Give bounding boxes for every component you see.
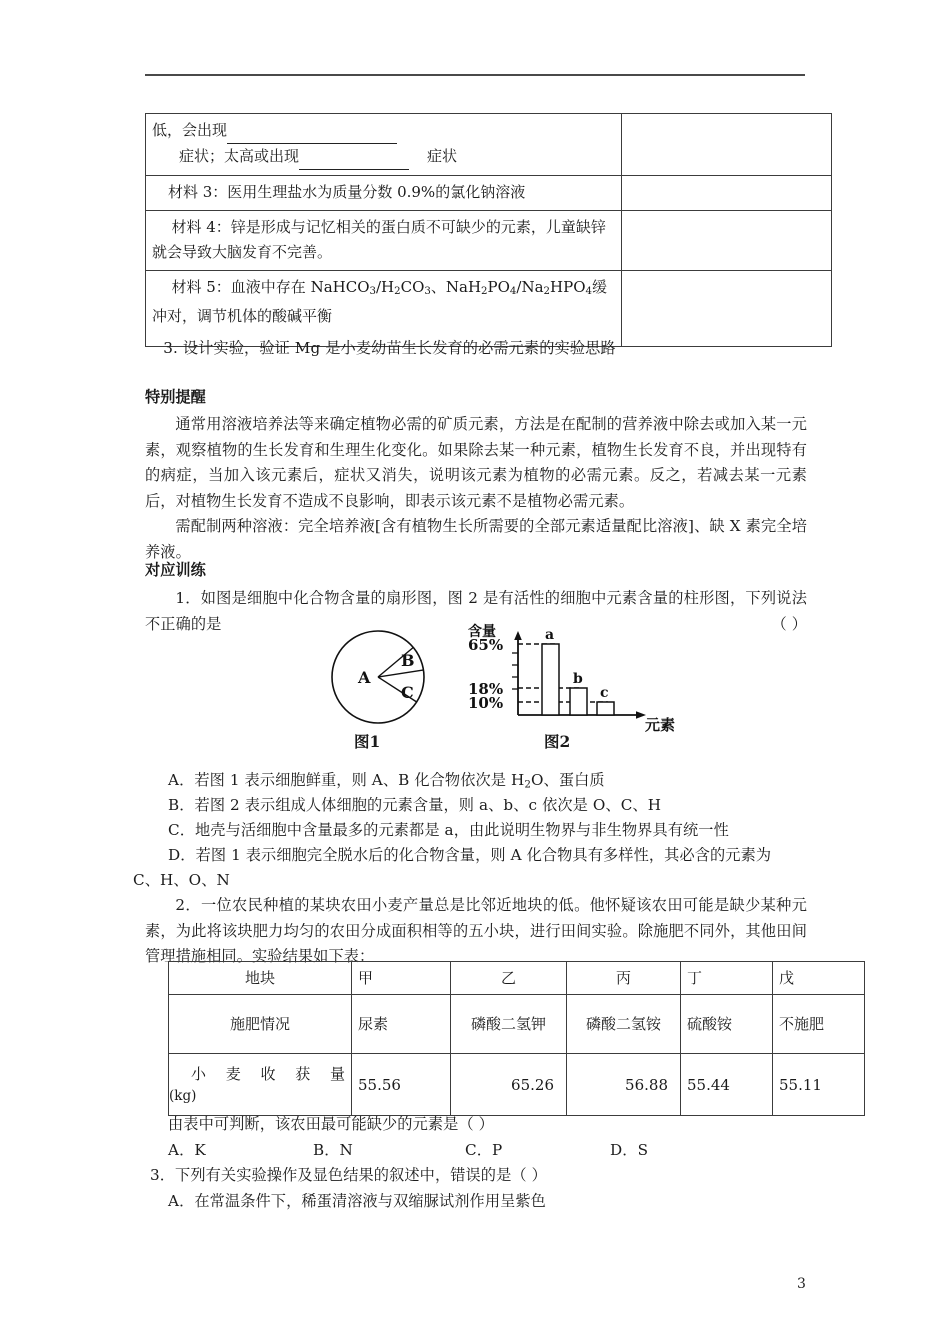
table-header-row — [169, 962, 865, 995]
yield-label-unit: (kg) — [169, 1087, 197, 1104]
bar-b — [570, 688, 587, 715]
answer-cell-3[interactable] — [622, 176, 832, 211]
material2-line2-suffix: 症状 — [427, 147, 458, 165]
yield-ding: 55.44 — [681, 1054, 773, 1116]
m5-p5: PO — [487, 278, 510, 296]
col-header-bing: 丙 — [567, 962, 681, 995]
q2-option-d[interactable]: D．S — [610, 1141, 649, 1159]
table-row — [169, 995, 865, 1054]
question-2-stem: 2．一位农民种植的某块农田小麦产量总是比邻近地块的低。他怀疑该农田可能是缺少某种元素，为此将该块肥力均匀的农田分成面积相等的五小块，进行田间实验。除施肥不同外，其他田间管理措施相同。实验结果如下表： — [145, 896, 807, 965]
y-tick-label-18: 18% — [468, 680, 504, 698]
q1-option-d[interactable] — [168, 843, 816, 869]
bar-label-a: a — [545, 627, 555, 643]
practice-heading: 对应训练 — [145, 561, 206, 579]
q1-option-a-label: A — [168, 771, 180, 789]
q1-answer-bracket[interactable]: （ ） — [771, 614, 807, 633]
pie-label-a: A — [358, 668, 371, 687]
q1-option-b-text: ．若图 2 表示组成人体细胞的元素含量，则 a、b、c 依次是 O、C、H — [179, 796, 662, 814]
yield-wu: 55.11 — [773, 1054, 865, 1116]
q1-option-d-text: ．若图 1 表示细胞完全脱水后的化合物含量，则 A 化合物具有多样性，其必含的元素为 — [180, 846, 772, 864]
table-row — [146, 114, 832, 176]
pie-label-c: C — [401, 683, 414, 702]
q1-option-c[interactable] — [168, 818, 828, 844]
m5-p3: CO — [400, 278, 425, 296]
col-header-ding: 丁 — [681, 962, 773, 995]
col-header-jia: 甲 — [352, 962, 451, 995]
fertilizer-jia: 尿素 — [352, 995, 451, 1054]
bar-c — [597, 702, 614, 715]
q1-option-c-text: ．地壳与活细胞中含量最多的元素都是 a，由此说明生物界与非生物界具有统一性 — [179, 821, 729, 839]
y-tick-label-65: 65% — [468, 636, 504, 654]
figures-container — [322, 622, 692, 757]
q3-option-a[interactable]: A．在常温条件下，稀蛋清溶液与双缩脲试剂作用呈紫色 — [168, 1192, 546, 1210]
material-cell-3: 材料 3：医用生理盐水为质量分数 0.9%的氯化钠溶液 — [146, 176, 622, 211]
special-tip-paragraph-2: 需配制两种溶液：完全培养液[含有植物生长所需要的全部元素适量配比溶液]、缺 X 素完全培养液。 — [145, 517, 807, 561]
material2-line1-prefix: 低，会出现 — [152, 121, 228, 139]
figure-2-caption: 图2 — [544, 732, 571, 751]
pie-chart-figure-1 — [322, 622, 440, 732]
m5-p7: HPO — [550, 278, 586, 296]
bar-label-c: c — [600, 685, 609, 701]
y-tick-label-10: 10% — [468, 694, 504, 712]
pie-label-b: B — [401, 651, 415, 670]
page-number: 3 — [797, 1276, 806, 1292]
col-header-wu: 戊 — [773, 962, 865, 995]
col-header-plot: 地块 — [169, 962, 352, 995]
bar-label-b: b — [573, 671, 583, 687]
m5-p1: 材料 5：血液中存在 NaHCO — [171, 278, 370, 296]
question-2-after-table: 由表中可判断，该农田最可能缺少的元素是（ ） — [168, 1115, 494, 1133]
y-axis-arrow — [514, 631, 522, 640]
special-tip-paragraph-1: 通常用溶液培养法等来确定植物必需的矿质元素，方法是在配制的营养液中除去或加入某一元素，观察植物的生长发育和生理生化变化。如果除去某一种元素，植物生长发育不良，并出现特有的病症，当加入该元素后，症状又消失，说明该元素为植物的必需元素。反之，若减去某一元素后，对植物生长发育不造成不良影响，即表示该元素不是植物必需元素。 — [145, 415, 807, 510]
m5-p6: /Na — [516, 278, 544, 296]
q1-option-d-wrap: C、H、O、N — [133, 871, 230, 889]
q2-option-c[interactable]: C．P — [465, 1141, 503, 1159]
x-axis-label: 元素 — [645, 716, 676, 734]
bar-chart-figure-2 — [460, 622, 692, 734]
row-label-fertilizer: 施肥情况 — [169, 995, 352, 1054]
q1-option-c-label: C — [168, 821, 180, 839]
yield-label-main: 小 麦 收 获 量 — [191, 1064, 345, 1083]
item-3-text: 3. 设计实验，验证 Mg 是小麦幼苗生长发育的必需元素的实验思路 — [163, 339, 616, 357]
bar-a — [542, 644, 559, 715]
yield-bing: 56.88 — [567, 1054, 681, 1116]
question-2-options — [168, 1138, 808, 1164]
table-row — [169, 1054, 865, 1116]
materials-table — [145, 113, 832, 347]
m5-p4: 、NaH — [430, 278, 482, 296]
q1-option-b-label: B — [168, 796, 180, 814]
material-cell-2 — [146, 114, 622, 176]
q1-option-d-label: D — [168, 846, 181, 864]
m5-p8: 缓冲对，调节机体的酸碱平衡 — [152, 278, 607, 326]
yield-jia: 55.56 — [352, 1054, 451, 1116]
material2-line2-prefix: 症状；太高或出现 — [179, 147, 300, 165]
fertilizer-wu: 不施肥 — [773, 995, 865, 1054]
q1-option-a-sub: 2 — [524, 778, 531, 791]
yield-yi: 65.26 — [451, 1054, 567, 1116]
question-3-stem: 3．下列有关实验操作及显色结果的叙述中，错误的是（ ） — [150, 1166, 547, 1184]
fill-blank-1 — [227, 118, 397, 144]
special-tip-heading: 特别提醒 — [145, 388, 206, 406]
q2-option-a[interactable]: A．K — [168, 1141, 206, 1159]
field-experiment-table — [168, 961, 865, 1116]
m5-p2: /H — [376, 278, 395, 296]
row-label-yield — [169, 1054, 352, 1116]
q1-option-a-text-2: O、蛋白质 — [531, 771, 605, 789]
y-axis-label: 含量 — [468, 624, 496, 640]
q1-stem-text: 1．如图是细胞中化合物含量的扇形图，图 2 是有活性的细胞中元素含量的柱形图，下列说法不正确的是 — [145, 589, 807, 633]
fertilizer-ding: 硫酸铵 — [681, 995, 773, 1054]
figure-1-caption: 图1 — [354, 732, 381, 751]
q2-option-b[interactable]: B．N — [313, 1141, 353, 1159]
table-row — [146, 211, 832, 271]
col-header-yi: 乙 — [451, 962, 567, 995]
header-rule — [145, 74, 805, 76]
table-row — [146, 176, 832, 211]
answer-cell-4[interactable] — [622, 211, 832, 271]
fill-blank-2 — [299, 144, 409, 170]
fertilizer-bing: 磷酸二氢铵 — [567, 995, 681, 1054]
fertilizer-yi: 磷酸二氢钾 — [451, 995, 567, 1054]
material-cell-5: 材料 5：血液中存在 $NaHCO_3/H_2CO_3$、$NaH_2PO_4/Na_2HPO_4$缓冲对，调节机体的酸碱平衡 — [146, 271, 622, 347]
q1-option-a-text-1: ．若图 1 表示细胞鲜重，则 A、B 化合物依次是 H — [179, 771, 525, 789]
q1-option-b[interactable] — [168, 793, 808, 819]
material-cell-4: 材料 4：锌是形成与记忆相关的蛋白质不可缺少的元素，儿童缺锌就会导致大脑发育不完善。 — [146, 211, 622, 271]
answer-cell-2[interactable] — [622, 114, 832, 176]
